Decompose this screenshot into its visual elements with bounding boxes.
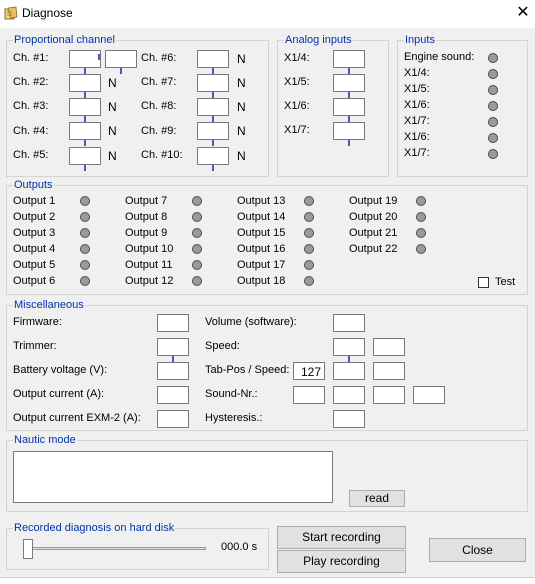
- ch8-tick: [212, 116, 214, 122]
- ch4-tick: [84, 140, 86, 146]
- read-button[interactable]: read: [349, 490, 405, 507]
- speed-label: Speed:: [205, 340, 240, 352]
- output-3-label: Output 3: [13, 227, 56, 239]
- ch4-label: Ch. #4:: [13, 125, 49, 137]
- proportional-channel-legend: Proportional channel: [14, 34, 115, 46]
- ch10-tick: [212, 165, 214, 171]
- output-11-label: Output 11: [125, 259, 173, 271]
- trimmer-label: Trimmer:: [13, 340, 57, 352]
- window-title: Diagnose: [22, 6, 73, 20]
- output-3-led: [80, 228, 90, 238]
- output-4-led: [80, 244, 90, 254]
- ch7-tick: [212, 92, 214, 98]
- input-x16b-led: [488, 133, 498, 143]
- recorded-diagnosis-legend: Recorded diagnosis on hard disk: [14, 522, 175, 534]
- ch5-tick: [84, 165, 86, 171]
- output-11-led: [192, 260, 202, 270]
- sound-nr-label: Sound-Nr.:: [205, 388, 258, 400]
- output-20-led: [416, 212, 426, 222]
- output-16-led: [304, 244, 314, 254]
- output-current-exm2-display: [157, 410, 189, 428]
- sound-nr-display-3: [373, 386, 405, 404]
- volume-label: Volume (software):: [205, 316, 297, 328]
- ch6-display: [197, 50, 229, 68]
- ch9-display: [197, 122, 229, 140]
- ch5-display: [69, 147, 101, 165]
- output-21-label: Output 21: [349, 227, 398, 239]
- ch9-tick: [212, 140, 214, 146]
- output-10-label: Output 10: [125, 243, 174, 255]
- ch2-unit: N: [108, 76, 117, 90]
- input-x17-label: X1/7:: [404, 115, 430, 127]
- output-15-label: Output 15: [237, 227, 286, 239]
- analog-x16-tick: [348, 116, 350, 122]
- output-6-label: Output 6: [13, 275, 56, 287]
- close-button[interactable]: Close: [429, 538, 526, 562]
- output-6-led: [80, 276, 90, 286]
- output-12-led: [192, 276, 202, 286]
- input-x16-led: [488, 101, 498, 111]
- trimmer-display: [157, 338, 189, 356]
- hysteresis-label: Hysteresis.:: [205, 412, 263, 424]
- analog-x14-tick: [348, 68, 350, 74]
- tab-pos-display-3: [373, 362, 405, 380]
- output-5-led: [80, 260, 90, 270]
- test-checkbox-label: Test: [495, 276, 516, 288]
- ch8-display: [197, 98, 229, 116]
- ch10-unit: N: [237, 149, 246, 163]
- output-current-exm2-label: Output current EXM-2 (A):: [13, 412, 141, 424]
- firmware-display: [157, 314, 189, 332]
- analog-x14-label: X1/4:: [284, 52, 310, 64]
- ch3-unit: N: [108, 100, 117, 114]
- input-x16-label: X1/6:: [404, 99, 430, 111]
- sound-nr-display-1: [293, 386, 325, 404]
- tab-pos-speed-label: Tab-Pos / Speed:: [205, 364, 290, 376]
- start-recording-button[interactable]: Start recording: [277, 526, 406, 549]
- speed-display-1: [333, 338, 365, 356]
- ch1-tick-2: [120, 68, 122, 74]
- ch9-unit: N: [237, 124, 246, 138]
- ch1-tick: [84, 68, 86, 74]
- firmware-label: Firmware:: [13, 316, 62, 328]
- analog-x15-label: X1/5:: [284, 76, 310, 88]
- input-x16b-label: X1/6:: [404, 131, 430, 143]
- output-9-label: Output 9: [125, 227, 168, 239]
- ch3-tick: [84, 116, 86, 122]
- output-22-led: [416, 244, 426, 254]
- input-x17b-led: [488, 149, 498, 159]
- outputs-legend: Outputs: [14, 179, 53, 191]
- title-bar: [0, 0, 535, 28]
- output-13-label: Output 13: [237, 195, 286, 207]
- analog-x17-display: [333, 122, 365, 140]
- battery-voltage-label: Battery voltage (V):: [13, 364, 108, 376]
- input-x14-led: [488, 69, 498, 79]
- ch3-label: Ch. #3:: [13, 100, 49, 112]
- ch2-tick: [84, 92, 86, 98]
- ch6-label: Ch. #6:: [141, 52, 177, 64]
- analog-x17-label: X1/7:: [284, 124, 310, 136]
- inputs-legend: Inputs: [405, 34, 435, 46]
- output-17-label: Output 17: [237, 259, 286, 271]
- play-recording-button[interactable]: Play recording: [277, 550, 406, 573]
- ch8-label: Ch. #8:: [141, 100, 177, 112]
- output-13-led: [304, 196, 314, 206]
- sound-nr-display-4: [413, 386, 445, 404]
- input-x17-led: [488, 117, 498, 127]
- input-x15-led: [488, 85, 498, 95]
- ch5-label: Ch. #5:: [13, 149, 49, 161]
- input-engine-sound-led: [488, 53, 498, 63]
- output-9-led: [192, 228, 202, 238]
- recording-slider-track[interactable]: [23, 547, 206, 550]
- output-12-label: Output 12: [125, 275, 174, 287]
- analog-x16-label: X1/6:: [284, 100, 310, 112]
- output-8-led: [192, 212, 202, 222]
- ch10-display: [197, 147, 229, 165]
- ch8-unit: N: [237, 100, 246, 114]
- output-14-led: [304, 212, 314, 222]
- ch7-label: Ch. #7:: [141, 76, 177, 88]
- recording-slider-thumb[interactable]: [23, 539, 33, 559]
- ch7-display: [197, 74, 229, 92]
- output-7-label: Output 7: [125, 195, 168, 207]
- output-19-led: [416, 196, 426, 206]
- volume-display: [333, 314, 365, 332]
- analog-inputs-legend: Analog inputs: [285, 34, 352, 46]
- input-engine-sound-label: Engine sound:: [404, 51, 475, 63]
- miscellaneous-legend: Miscellaneous: [14, 299, 84, 311]
- ch4-unit: N: [108, 124, 117, 138]
- input-x14-label: X1/4:: [404, 67, 430, 79]
- ch6-tick: [212, 68, 214, 74]
- output-2-led: [80, 212, 90, 222]
- close-icon[interactable]: ✕: [516, 4, 530, 21]
- output-4-label: Output 4: [13, 243, 56, 255]
- output-current-display: [157, 386, 189, 404]
- output-18-label: Output 18: [237, 275, 286, 287]
- ch2-label: Ch. #2:: [13, 76, 49, 88]
- tab-pos-display-2: [333, 362, 365, 380]
- input-x15-label: X1/5:: [404, 83, 430, 95]
- ch3-display: [69, 98, 101, 116]
- speed-display-2: [373, 338, 405, 356]
- output-5-label: Output 5: [13, 259, 56, 271]
- ch7-unit: N: [237, 76, 246, 90]
- nautic-mode-textarea[interactable]: [13, 451, 333, 503]
- ch5-unit: N: [108, 149, 117, 163]
- nautic-mode-legend: Nautic mode: [14, 434, 76, 446]
- output-current-label: Output current (A):: [13, 388, 105, 400]
- analog-x17-tick: [348, 140, 350, 146]
- output-21-led: [416, 228, 426, 238]
- sound-nr-display-2: [333, 386, 365, 404]
- test-checkbox[interactable]: [478, 277, 489, 288]
- hysteresis-display: [333, 410, 365, 428]
- output-16-label: Output 16: [237, 243, 286, 255]
- output-20-label: Output 20: [349, 211, 398, 223]
- battery-voltage-display: [157, 362, 189, 380]
- output-18-led: [304, 276, 314, 286]
- analog-x15-display: [333, 74, 365, 92]
- output-1-label: Output 1: [13, 195, 56, 207]
- ch4-display: [69, 122, 101, 140]
- ch1-label: Ch. #1:: [13, 52, 49, 64]
- ch1-display-2: [105, 50, 137, 68]
- output-19-label: Output 19: [349, 195, 398, 207]
- output-2-label: Output 2: [13, 211, 56, 223]
- ch10-label: Ch. #10:: [141, 149, 183, 161]
- output-8-label: Output 8: [125, 211, 168, 223]
- ch6-unit: N: [237, 52, 246, 66]
- analog-x16-display: [333, 98, 365, 116]
- ch2-display: [69, 74, 101, 92]
- output-10-led: [192, 244, 202, 254]
- recording-time: 000.0 s: [221, 541, 258, 553]
- ch1-marker: [98, 54, 100, 60]
- input-x17b-label: X1/7:: [404, 147, 430, 159]
- output-17-led: [304, 260, 314, 270]
- analog-x14-display: [333, 50, 365, 68]
- output-1-led: [80, 196, 90, 206]
- analog-x15-tick: [348, 92, 350, 98]
- output-22-label: Output 22: [349, 243, 398, 255]
- app-icon: [4, 6, 18, 20]
- output-15-led: [304, 228, 314, 238]
- ch9-label: Ch. #9:: [141, 125, 177, 137]
- ch1-display: [69, 50, 101, 68]
- output-14-label: Output 14: [237, 211, 286, 223]
- output-7-led: [192, 196, 202, 206]
- tab-pos-value: 127: [293, 362, 325, 380]
